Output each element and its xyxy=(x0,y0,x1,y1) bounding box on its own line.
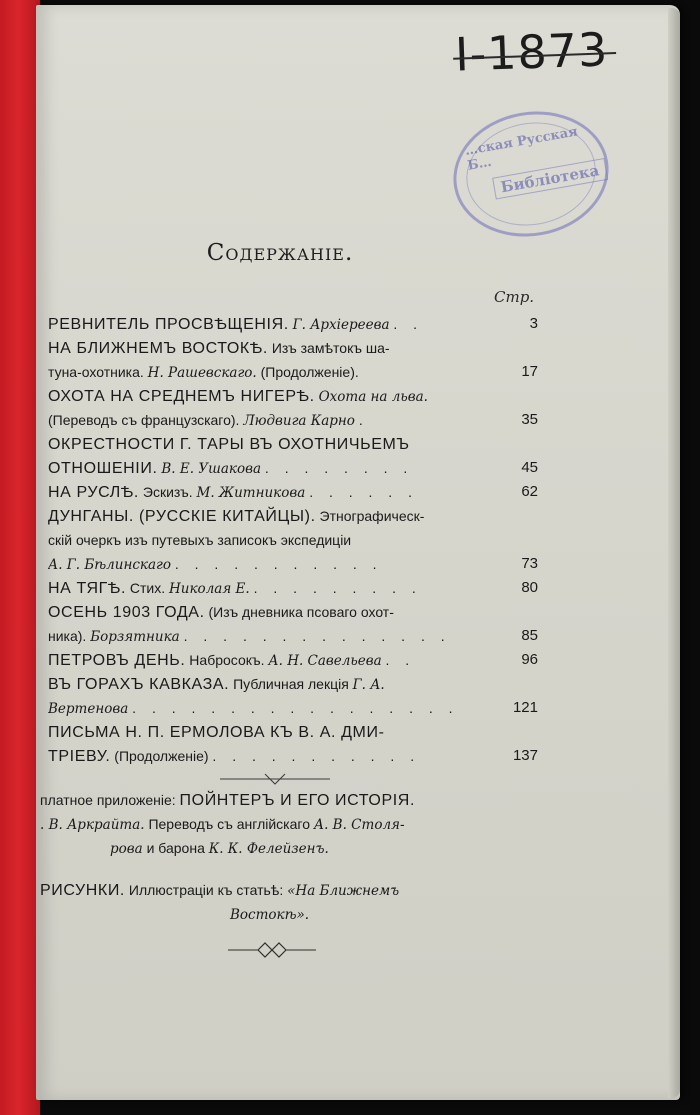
toc-entry-line: скій очеркъ изъ путевыхъ записокъ экспедиціи xyxy=(48,532,352,548)
toc-entry-line: ника). Борзятника . . . . . . . . . . . . . . 85 xyxy=(48,624,538,648)
page-number: 35 xyxy=(521,411,538,428)
red-book-spine xyxy=(0,0,40,1115)
toc-entry-line: РЕВНИТЕЛЬ ПРОСВѢЩЕНІЯ. Г. Архіереева . . 3 xyxy=(48,312,538,336)
toc-entry-line: (Переводъ съ французскаго). Людвига Карно . 35 xyxy=(48,408,538,432)
toc-entry-line: НА РУСЛѢ. Эскизъ. М. Житникова . . . . . . 62 xyxy=(48,480,538,504)
page-number: 73 xyxy=(521,555,538,572)
toc-entry-line: ОТНОШЕНІИ. В. Е. Ушакова . . . . . . . . 45 xyxy=(48,456,538,480)
page-number: 137 xyxy=(512,747,538,764)
toc-entry-line: туна-охотника. Н. Рашевскаго. (Продолженіе). 17 xyxy=(48,360,538,384)
stamp-text-center: Библіотека xyxy=(492,158,608,199)
page-number: 17 xyxy=(521,363,538,380)
page-edge xyxy=(668,8,680,1098)
toc-entry-line: ТРІЕВУ. (Продолженіе) . . . . . . . . . . . 137 xyxy=(48,744,538,768)
stamp-text-top: …ская Русская Б… xyxy=(463,124,579,174)
page-number: 85 xyxy=(521,627,538,644)
page-number: 96 xyxy=(521,651,538,668)
supplement-line: рова и барона К. К. Фелейзенъ. xyxy=(110,840,329,857)
page-number: 3 xyxy=(529,315,538,332)
supplement-line: . В. Аркрайта. Переводъ съ англійскаго А. В. Столя- xyxy=(40,816,405,833)
page-title: Содержаніе. xyxy=(206,240,354,266)
page-number: 121 xyxy=(512,699,538,716)
toc-entry-line: Вертенова . . . . . . . . . . . . . . . . . 121 xyxy=(48,696,538,720)
toc-entry-line: ПЕТРОВЪ ДЕНЬ. Набросокъ. А. Н. Савельева . . 96 xyxy=(48,648,538,672)
supplement-line: платное приложеніе: ПОЙНТЕРЪ И ЕГО ИСТОРІЯ. xyxy=(40,792,415,809)
illustrations-line: Востокѣ». xyxy=(230,907,310,923)
page-number: 45 xyxy=(521,459,538,476)
ornament-divider-icon xyxy=(220,772,330,786)
illustrations-line: РИСУНКИ. Иллюстраціи къ статьѣ: «На Ближнемъ xyxy=(40,882,400,899)
shelfmark: I-1873 xyxy=(454,22,610,82)
toc-entry-line: НА ТЯГѢ. Стих. Николая Е. . . . . . . . . . 80 xyxy=(48,576,538,600)
page-column-header: Стр. xyxy=(494,288,535,306)
toc-entry-line: А. Г. Бѣлинскаго . . . . . . . . . . . 73 xyxy=(48,552,538,576)
ornament-flourish-icon xyxy=(228,940,316,960)
toc-entry-line: ОКРЕСТНОСТИ Г. ТАРЫ ВЪ ОХОТНИЧЬЕМЪ xyxy=(48,436,410,453)
toc-entry-line: ОСЕНЬ 1903 ГОДА. (Изъ дневника псоваго охот- xyxy=(48,604,394,621)
toc-entry-line: ПИСЬМА Н. П. ЕРМОЛОВА КЪ В. А. ДМИ- xyxy=(48,724,385,741)
toc-entry-line: ОХОТА НА СРЕДНЕМЪ НИГЕРѢ. Охота на льва. xyxy=(48,388,428,405)
page-number: 62 xyxy=(521,483,538,500)
toc-entry-line: ДУНГАНЫ. (РУССКІЕ КИТАЙЦЫ). Этнографическ- xyxy=(48,508,425,525)
toc-entry-line: ВЪ ГОРАХЪ КАВКАЗА. Публичная лекція Г. А. xyxy=(48,676,385,693)
page-number: 80 xyxy=(521,579,538,596)
toc-entry-line: НА БЛИЖНЕМЪ ВОСТОКѢ. Изъ замѣтокъ ша- xyxy=(48,340,390,357)
